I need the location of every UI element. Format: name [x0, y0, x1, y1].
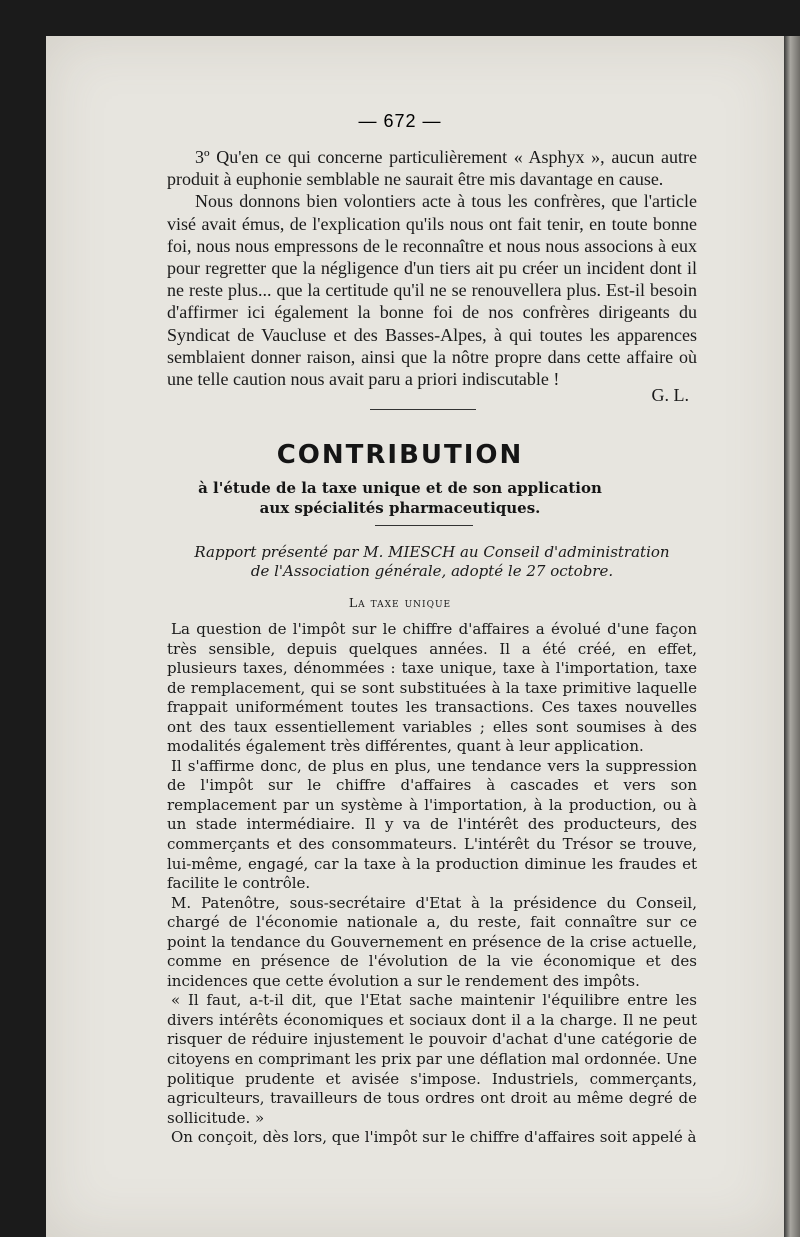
page-edge [784, 36, 800, 1237]
separator-rule [370, 409, 476, 410]
article-paragraph-4: « Il faut, a-t-il dit, que l'Etat sache maintenir l'équilibre entre les divers intérêts économiques et sociaux dont il a la charge. Il ne peut risquer de réduire injustement le pouvoir d'achat d'une catégorie de citoyens en comprimant les prix par une déflation mal ordonnée. Une politique prudente et avisée s'impose. Industriels, commerçants, agriculteurs, travailleurs de tous ordres ont droit au même degré de sollicitude. » [167, 991, 697, 1127]
article-title: CONTRIBUTION [276, 440, 524, 470]
article-paragraph-2: Il s'affirme donc, de plus en plus, une tendance vers la suppression de l'impôt sur le chiffre d'affaires à cascades et vers son remplacement par un système à l'importation, à la production, ou à un stade intermédiaire. Il y va de l'intérêt des producteurs, des commerçants et des consommateurs. L'intérêt du Trésor se trouve, lui-même, engagé, car la taxe à la production diminue les fraudes et facilite le contrôle. [167, 756, 697, 893]
report-note [167, 543, 697, 581]
report-line-1: Rapport présenté par M. MIESCH au Conseil d'administration [194, 543, 670, 561]
letter-text [167, 146, 697, 390]
subtitle-line-1: à l'étude de la taxe unique et de son application [198, 479, 602, 497]
article-paragraph-1: La question de l'impôt sur le chiffre d'affaires a évolué d'une façon très sensible, depuis quelques années. Il a été créé, en effet, plusieurs taxes, dénommées : taxe unique, taxe à l'importation, taxe de remplacement, qui se sont substituées à la taxe primitive laquelle frappait uniformément toutes les transactions. Ces taxes nouvelles ont des taux essentiellement variables ; elles sont soumises à des modalités également très différentes, quant à leur application. [167, 620, 697, 756]
subtitle-line-2: aux spécialités pharmaceutiques. [259, 499, 541, 517]
article-paragraph-5: On conçoit, dès lors, que l'impôt sur le chiffre d'affaires soit appelé à [171, 1128, 697, 1147]
letter-paragraph-1: 3º Qu'en ce qui concerne particulièrement « Asphyx », aucun autre produit à euphonie semblable ne saurait être mis davantage en cause. [167, 147, 697, 190]
article-paragraph-3: M. Patenôtre, sous-secrétaire d'Etat à la présidence du Conseil, chargé de l'économie nationale a, du reste, fait connaître sur ce point la tendance du Gouvernement en présence de la crise actuelle, comme en présence de l'évolution de la vie économique et des incidences que cette évolution a sur le rendement des impôts. [167, 893, 697, 990]
title-rule [375, 525, 473, 526]
section-heading: La taxe unique [348, 595, 452, 610]
signature: G. L. [651, 385, 689, 405]
letter-paragraph-2: Nous donnons bien volontiers acte à tous les confrères, que l'article visé avait émus, de l'explication qu'ils nous ont fait tenir, en toute bonne foi, nous nous empressons de le reconnaître et nous nous associons à eux pour regretter que la négligence d'un tiers ait pu créer un incident dont il ne reste plus... que la certitude qu'il ne se renouvellera plus. Est-il besoin d'affirmer ici également la bonne foi de nos confrères dirigeants du Syndicat de Vaucluse et des Basses-Alpes, à qui toutes les apparences semblaient donner raison, ainsi que la nôtre propre dans cette affaire où une telle caution nous avait paru a priori indiscutable ! [167, 191, 697, 390]
article-subtitle [0, 478, 800, 518]
article-body [167, 620, 697, 1148]
report-line-2: de l'Association générale, adopté le 27 octobre. [250, 562, 614, 580]
page-number: — 672 — [358, 111, 442, 131]
